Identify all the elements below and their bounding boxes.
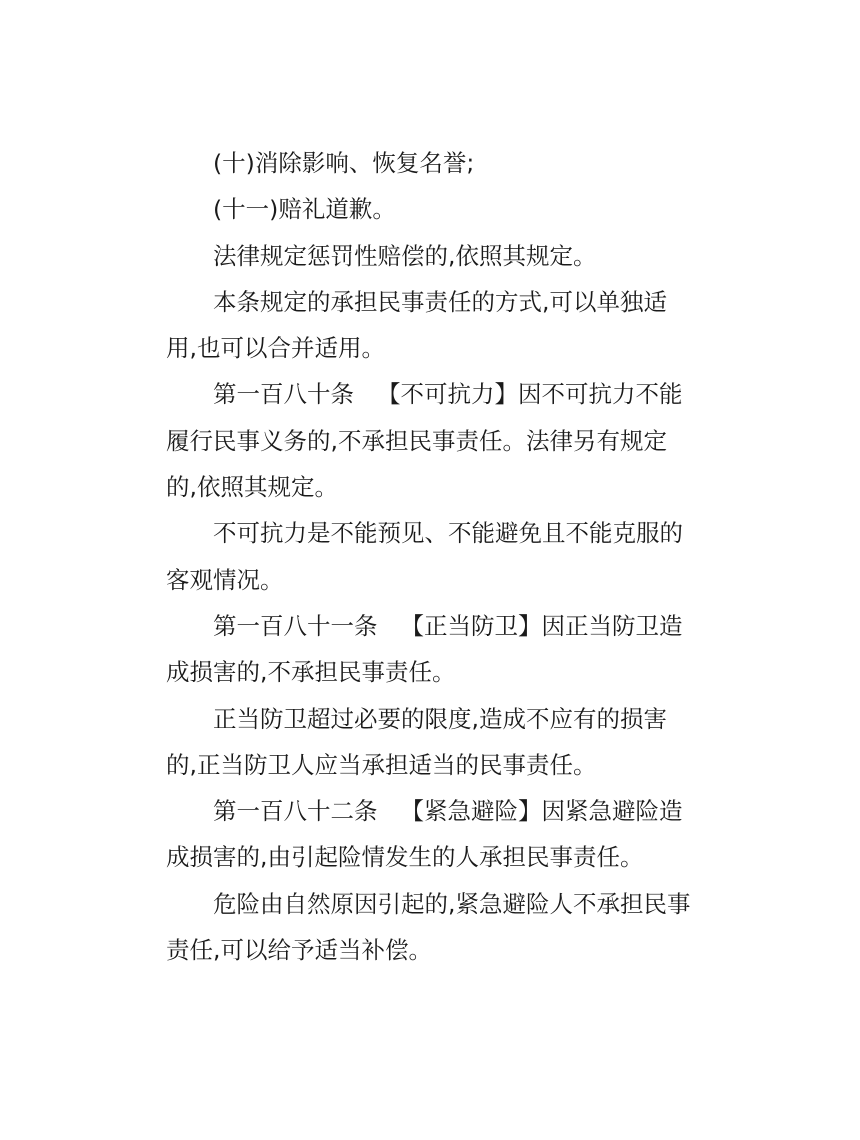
article-181 bbox=[166, 603, 696, 696]
paragraph-text: (十一)赔礼道歉。 bbox=[213, 195, 396, 224]
paragraph-text: 正当防卫超过必要的限度,造成不应有的损害的,正当防卫人应当承担适当的民事责任。 bbox=[166, 704, 667, 779]
paragraph-natural-danger bbox=[166, 881, 696, 974]
paragraph-text: 本条规定的承担民事责任的方式,可以单独适用,也可以合并适用。 bbox=[166, 287, 667, 363]
article-number: 第一百八十条 bbox=[213, 380, 354, 409]
document-body bbox=[166, 140, 696, 973]
paragraph-self-defense-excess bbox=[166, 696, 696, 789]
paragraph-punitive-damages bbox=[166, 233, 696, 279]
article-heading: 【紧急避险】 bbox=[400, 797, 542, 826]
article-180 bbox=[166, 371, 696, 510]
paragraph-item-11 bbox=[166, 186, 696, 232]
article-text: 因不可抗力不能履行民事义务的,不承担民事责任。法律另有规定的,依照其规定。 bbox=[166, 380, 683, 502]
paragraph-text: (十)消除影响、恢复名誉; bbox=[213, 149, 475, 177]
article-heading: 【正当防卫】 bbox=[400, 611, 542, 640]
paragraph-text: 不可抗力是不能预见、不能避免且不能克服的客观情况。 bbox=[166, 519, 683, 594]
article-text: 因正当防卫造成损害的,不承担民事责任。 bbox=[166, 611, 683, 687]
article-heading: 【不可抗力】 bbox=[377, 380, 518, 409]
article-text: 因紧急避险造成损害的,由引起险情发生的人承担民事责任。 bbox=[166, 797, 683, 872]
paragraph-force-majeure-definition bbox=[166, 510, 696, 603]
article-number: 第一百八十二条 bbox=[213, 797, 378, 826]
paragraph-item-10 bbox=[166, 140, 696, 186]
paragraph-liability-methods bbox=[166, 279, 696, 372]
article-182 bbox=[166, 788, 696, 881]
article-number: 第一百八十一条 bbox=[213, 611, 378, 640]
paragraph-text: 危险由自然原因引起的,紧急避险人不承担民事责任,可以给予适当补偿。 bbox=[166, 889, 691, 965]
paragraph-text: 法律规定惩罚性赔偿的,依照其规定。 bbox=[213, 241, 597, 270]
